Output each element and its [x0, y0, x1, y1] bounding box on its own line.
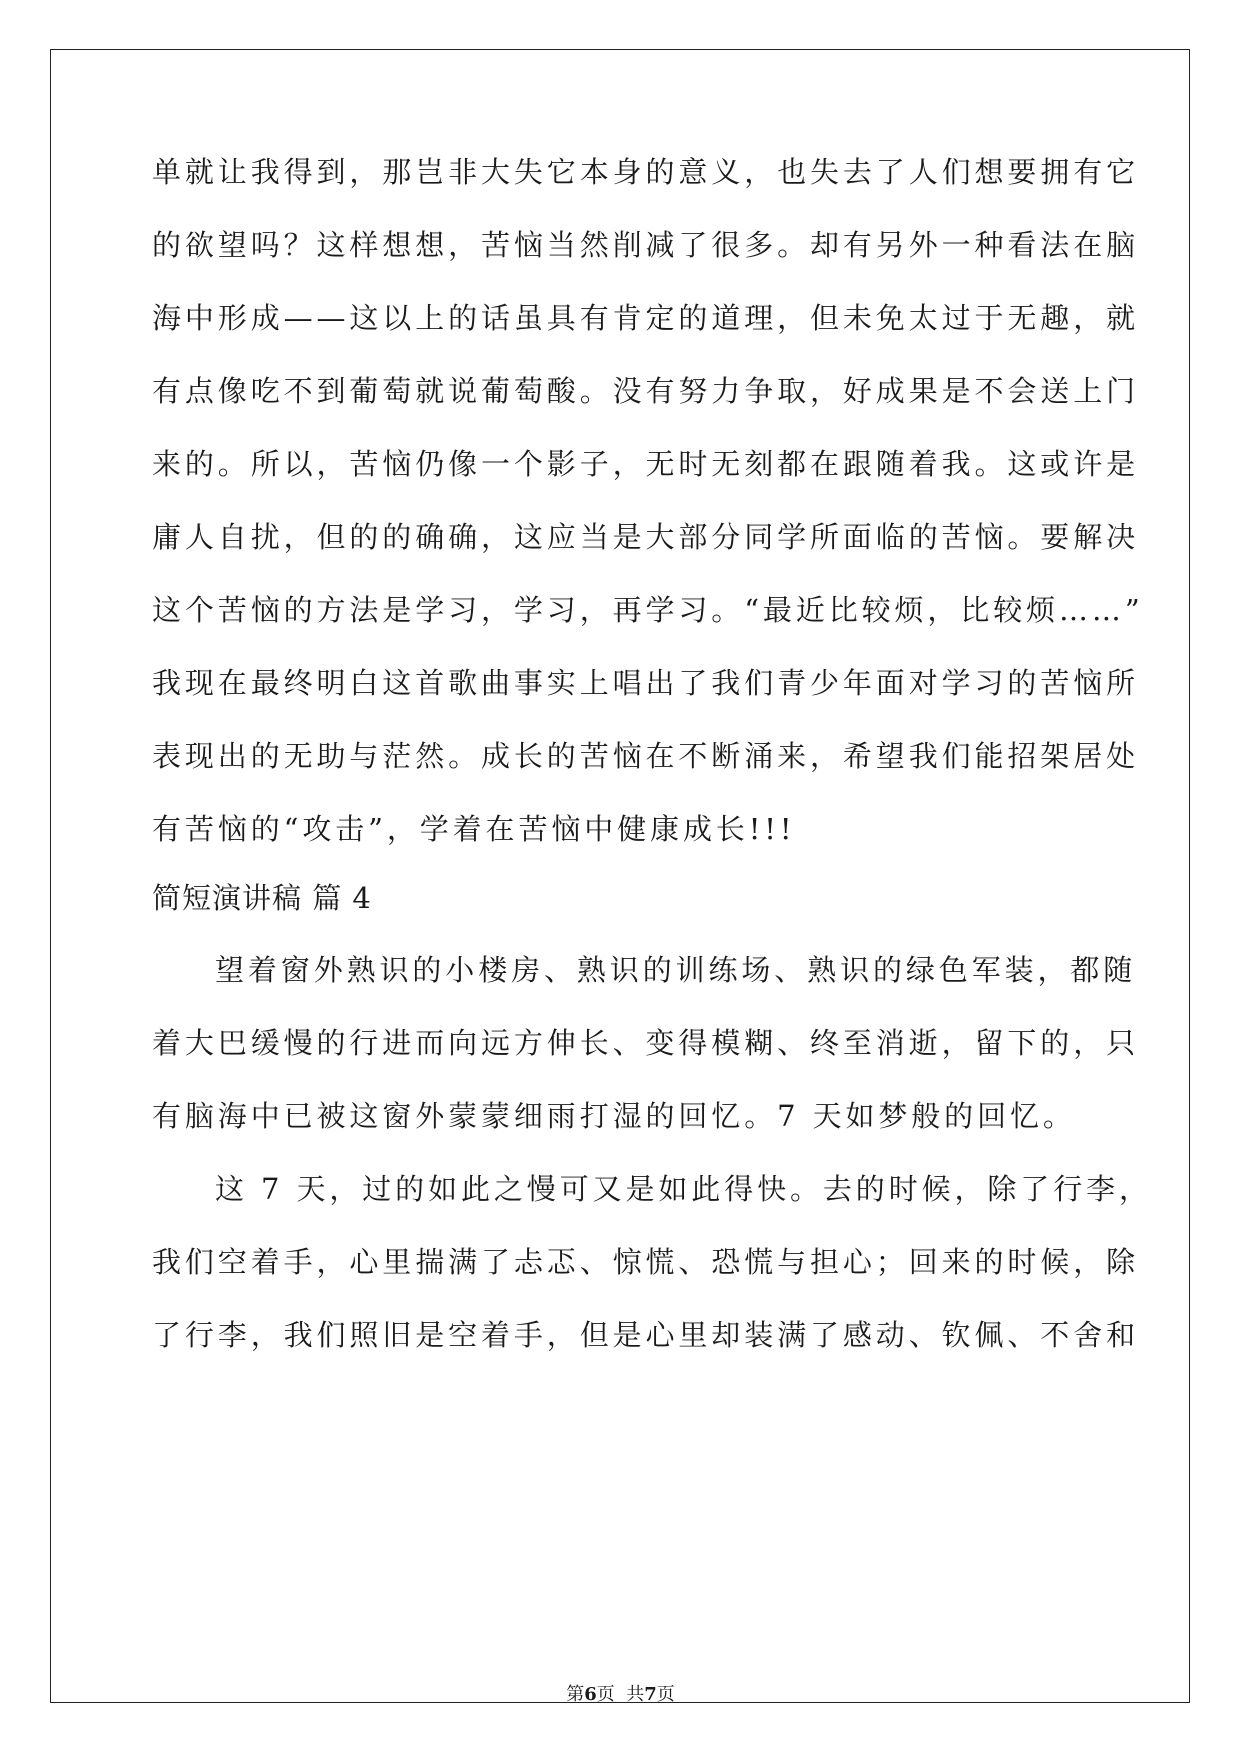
body-line: 了行李，我们照旧是空着手，但是心里却装满了感动、钦佩、不舍和: [152, 1318, 1140, 1352]
body-line: 这个苦恼的方法是学习，学习，再学习。“最近比较烦，比较烦……”: [152, 593, 1144, 627]
body-line: 望着窗外熟识的小楼房、熟识的训练场、熟识的绿色军装，都随: [215, 953, 1137, 987]
footer-page-prefix: 第: [566, 1684, 585, 1705]
body-line: 这 7 天，过的如此之慢可又是如此得快。去的时候，除了行李，: [215, 1172, 1152, 1206]
body-line: 我们空着手，心里揣满了忐忑、惊慌、恐慌与担心；回来的时候，除: [152, 1245, 1140, 1279]
body-line: 庸人自扰，但的的确确，这应当是大部分同学所面临的苦恼。要解决: [152, 520, 1140, 554]
body-line: 海中形成——这以上的话虽具有肯定的道理，但未免太过于无趣，就: [152, 301, 1140, 335]
footer-page-current: 6: [584, 1684, 597, 1705]
section-heading: 简短演讲稿 篇 4: [152, 881, 372, 915]
footer-page-suffix: 页: [656, 1684, 675, 1705]
body-line: 我现在最终明白这首歌曲事实上唱出了我们青少年面对学习的苦恼所: [152, 666, 1140, 700]
body-line: 有点像吃不到葡萄就说葡萄酸。没有努力争取，好成果是不会送上门: [152, 374, 1140, 408]
page-footer: [0, 1683, 1241, 1707]
body-line: 有脑海中已被这窗外蒙蒙细雨打湿的回忆。7 天如梦般的回忆。: [152, 1099, 1076, 1133]
footer-page-mid: 页 共: [596, 1684, 645, 1705]
body-line: 着大巴缓慢的行进而向远方伸长、变得模糊、终至消逝，留下的，只: [152, 1026, 1140, 1060]
body-line: 的欲望吗？这样想想，苦恼当然削减了很多。却有另外一种看法在脑: [152, 228, 1140, 262]
body-line: 单就让我得到，那岂非大失它本身的意义，也失去了人们想要拥有它: [152, 155, 1140, 189]
body-line: 来的。所以，苦恼仍像一个影子，无时无刻都在跟随着我。这或许是: [152, 447, 1140, 481]
footer-page-total: 7: [644, 1684, 657, 1705]
body-line: 有苦恼的“攻击”，学着在苦恼中健康成长!!!: [152, 812, 796, 846]
body-line: 表现出的无助与茫然。成长的苦恼在不断涌来，希望我们能招架居处: [152, 739, 1140, 773]
